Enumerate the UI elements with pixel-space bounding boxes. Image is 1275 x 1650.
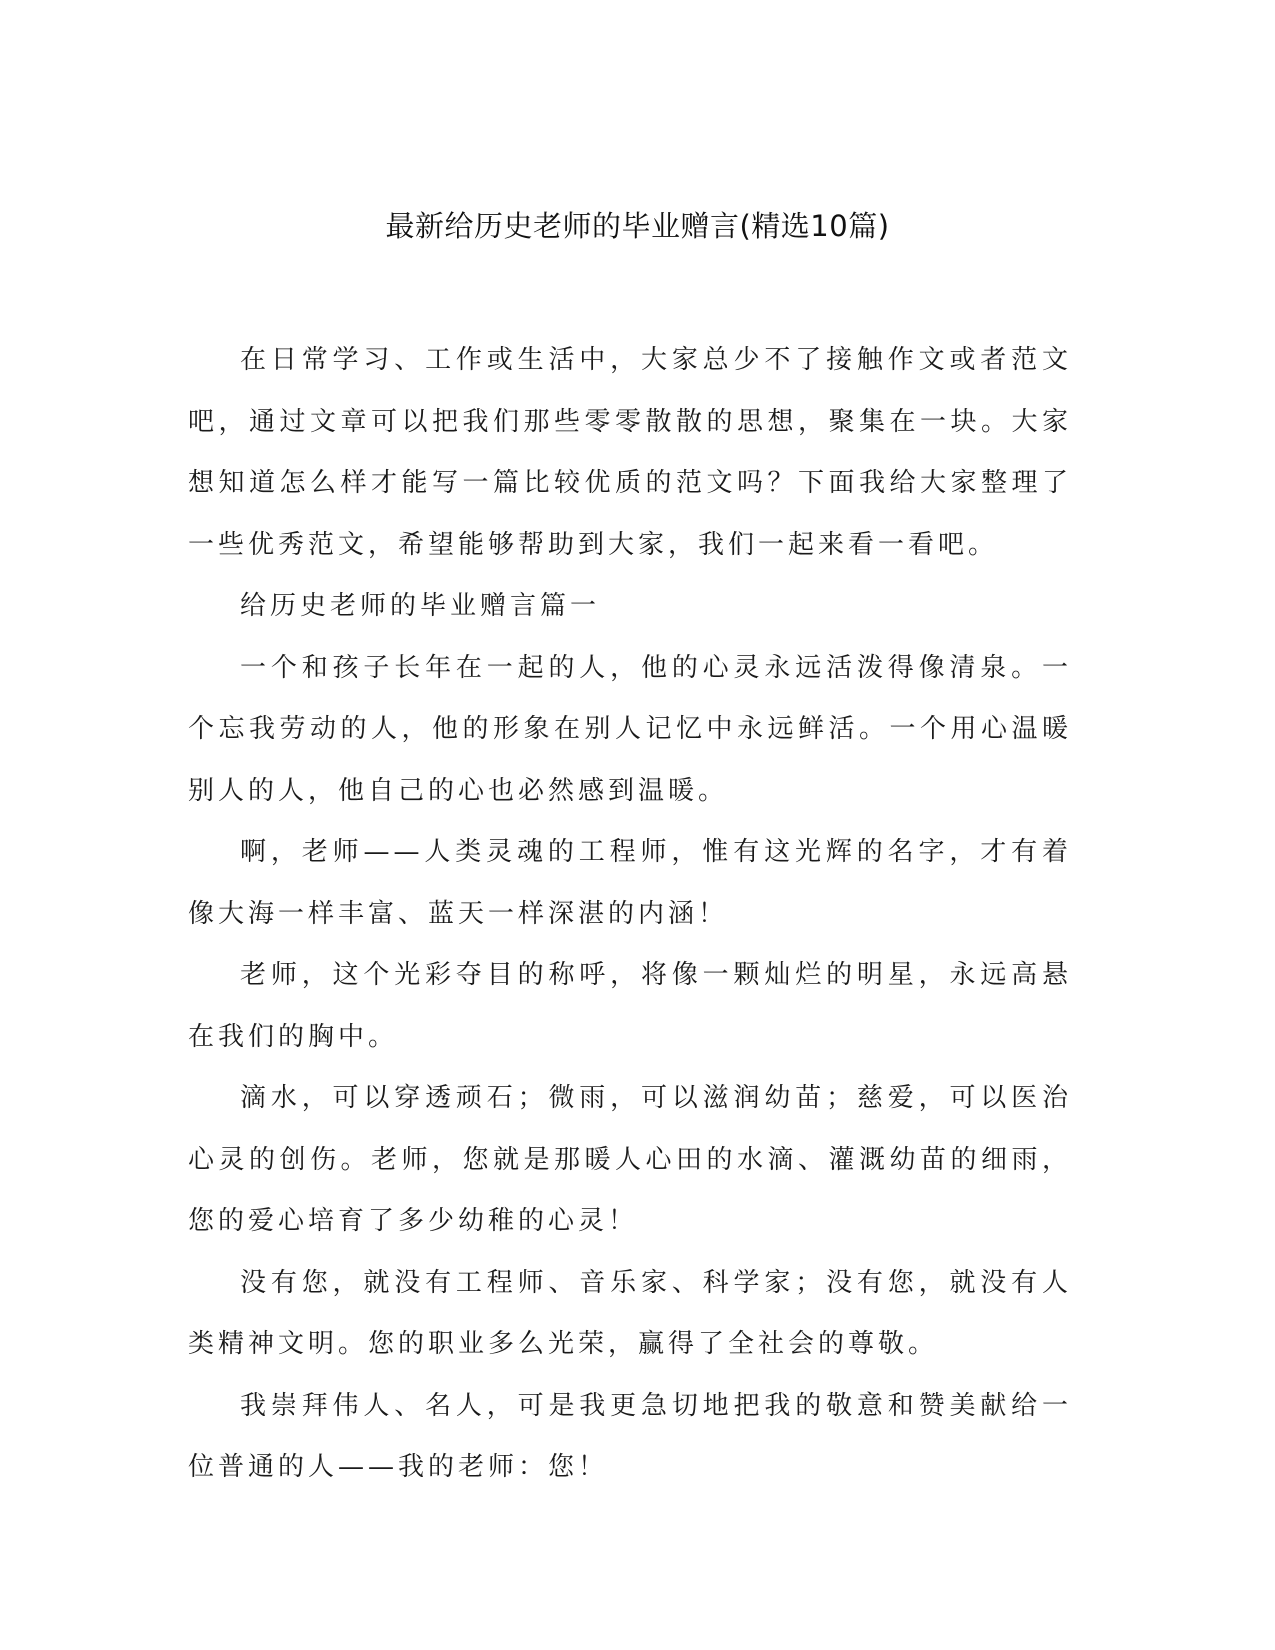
document-title: 最新给历史老师的毕业赠言(精选10篇): [385, 209, 890, 243]
document-body: [188, 330, 1072, 1499]
paragraph: 我崇拜伟人、名人，可是我更急切地把我的敬意和赞美献给一位普通的人——我的老师：您！: [188, 1390, 1072, 1482]
paragraph: 一个和孩子长年在一起的人，他的心灵永远活泼得像清泉。一个忘我劳动的人，他的形象在别人记忆中永远鲜活。一个用心温暖别人的人，他自己的心也必然感到温暖。: [188, 652, 1072, 806]
section-heading: 给历史老师的毕业赠言篇一: [240, 591, 601, 621]
paragraph: 滴水，可以穿透顽石；微雨，可以滋润幼苗；慈爱，可以医治心灵的创伤。老师，您就是那暖人心田的水滴、灌溉幼苗的细雨，您的爱心培育了多少幼稚的心灵！: [188, 1083, 1072, 1236]
paragraph: 没有您，就没有工程师、音乐家、科学家；没有您，就没有人类精神文明。您的职业多么光荣，赢得了全社会的尊敬。: [188, 1267, 1072, 1359]
paragraph: 啊，老师——人类灵魂的工程师，惟有这光辉的名字，才有着像大海一样丰富、蓝天一样深湛的内涵！: [188, 837, 1072, 929]
paragraph: 老师，这个光彩夺目的称呼，将像一颗灿烂的明星，永远高悬在我们的胸中。: [188, 960, 1072, 1052]
paragraph-intro: 在日常学习、工作或生活中，大家总少不了接触作文或者范文吧，通过文章可以把我们那些零零散散的思想，聚集在一块。大家想知道怎么样才能写一篇比较优质的范文吗？下面我给大家整理了一些优秀范文，希望能够帮助到大家，我们一起来看一看吧。: [188, 345, 1072, 560]
